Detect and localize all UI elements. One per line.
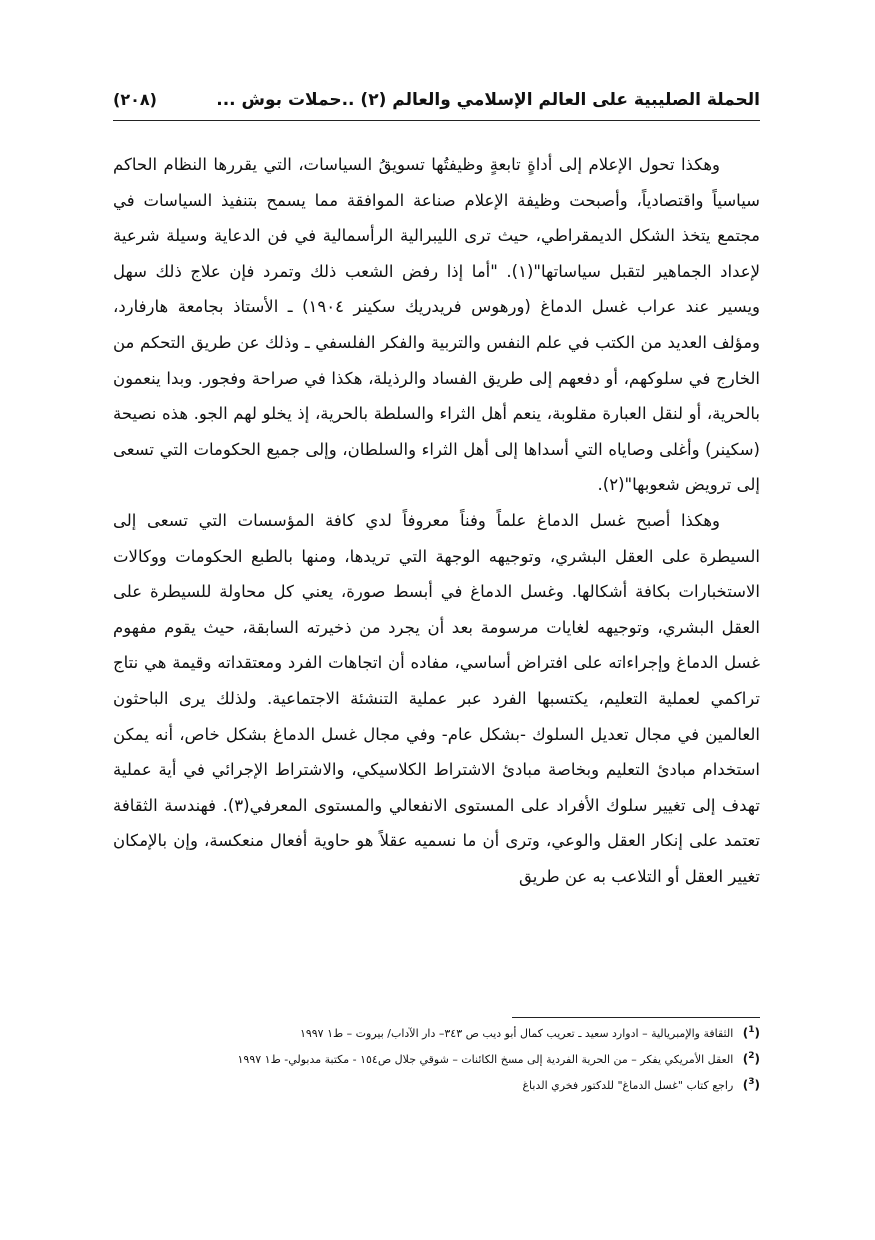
footnote-text: راجع كتاب "غسل الدماغ" للدكتور فخري الدباغ: [522, 1079, 734, 1092]
paragraph: وهكذا أصبح غسل الدماغ علماً وفناً معروفاً لدي كافة المؤسسات التي تسعى إلى السيطرة على العقل البشري، وتوجيهه الوجهة التي تريدها، ومنها بالطبع الحكومات ووكالات الاستخبارات بكافة أشكالها. وغسل الدماغ في أبسط صورة، يعني كل محاولة للسيطرة على العقل البشري، وتوجيهه لغايات مرسومة بعد أن يجرد من ذخيرته السابقة، حيث يقوم مفهوم غسل الدماغ وإجراءاته على افتراض أساسي، مفاده أن اتجاهات الفرد ومعتقداته وقيمة هي نتاج تراكمي لعملية التعليم، يكتسبها الفرد عبر عملية التنشئة الاجتماعية. ولذلك يرى الباحثون العالمين في مجال تعديل السلوك -بشكل عام- وفي مجال غسل الدماغ بشكل خاص، أنه يمكن استخدام مبادئ التعليم وبخاصة مبادئ الاشتراط الكلاسيكي، والاشتراط الإجرائي في أية عملية تهدف إلى تغيير سلوك الأفراد على المستوى الانفعالي والمستوى المعرفي(٣). فهندسة الثقافة تعتمد على إنكار العقل والوعي، وترى أن ما نسميه عقلاً هو حاوية أفعال منعكسة، وإن بالإمكان تغيير العقل أو التلاعب به عن طريق: [113, 510, 760, 886]
footnote: [113, 1046, 760, 1070]
footnote-marker: ($^2$): [742, 1051, 760, 1066]
footnote-text: الثقافة والإمبريالية – ادوارد سعيد ـ تعريب كمال أبو ديب ص ٣٤٣– دار الآداب/ بيروت – ط١ ١٩٩٧: [299, 1027, 734, 1040]
footnote-marker: ($^3$): [742, 1077, 760, 1092]
footnote-marker: ($^1$): [742, 1025, 760, 1040]
footnotes: [113, 1020, 760, 1098]
running-title: الحملة الصليبية على العالم الإسلامي والعالم (٢) ..حملات بوش ...: [216, 90, 760, 110]
footnote: [113, 1072, 760, 1096]
footnote-text: العقل الأمريكي يفكر – من الحرية الفردية إلى مسخ الكائنات – شوقي جلال ص١٥٤ - مكتبة مدبولي- ط١ ١٩٩٧: [237, 1053, 734, 1066]
paragraph: وهكذا تحول الإعلام إلى أداةٍ تابعةٍ وظيفتُها تسويقُ السياسات، التي يقررها النظام الحاكم سياسياً واقتصادياً، وأصبحت وظيفة الإعلام صناعة الموافقة مما يسمح بتنفيذ السياسات في مجتمع يتخذ الشكل الديمقراطي، حيث ترى الليبرالية الرأسمالية في فن الدعاية وسيلة شرعية لإعداد الجماهير لتقبل سياساتها"(١). "أما إذا رفض الشعب ذلك وتمرد فإن علاج ذلك سهل ويسير عند عراب غسل الدماغ (ورهوس فريدريك سكينر ١٩٠٤) ـ الأستاذ بجامعة هارفارد، ومؤلف العديد من الكتب في علم النفس والتربية والفكر الفلسفي ـ وذلك عن طريق التحكم من الخارج في سلوكهم، أو دفعهم إلى طريق الفساد والرذيلة، هكذا في صراحة وفجور. وبدا ينعمون بالحرية، أو لنقل العبارة مقلوبة، ينعم أهل الثراء والسلطة بالحرية، إذ يخلو لهم الجو. هذه نصيحة (سكينر) وأغلى وصاياه التي أسداها إلى أهل الثراء والسلطان، وإلى جميع الحكومات التي تسعى إلى ترويض شعوبها"(٢).: [113, 155, 760, 495]
page-number: (٢٠٨): [113, 90, 157, 109]
running-header: [113, 88, 760, 121]
footnote: [113, 1020, 760, 1044]
body-text: [113, 147, 760, 894]
footnote-separator: [512, 1017, 760, 1018]
